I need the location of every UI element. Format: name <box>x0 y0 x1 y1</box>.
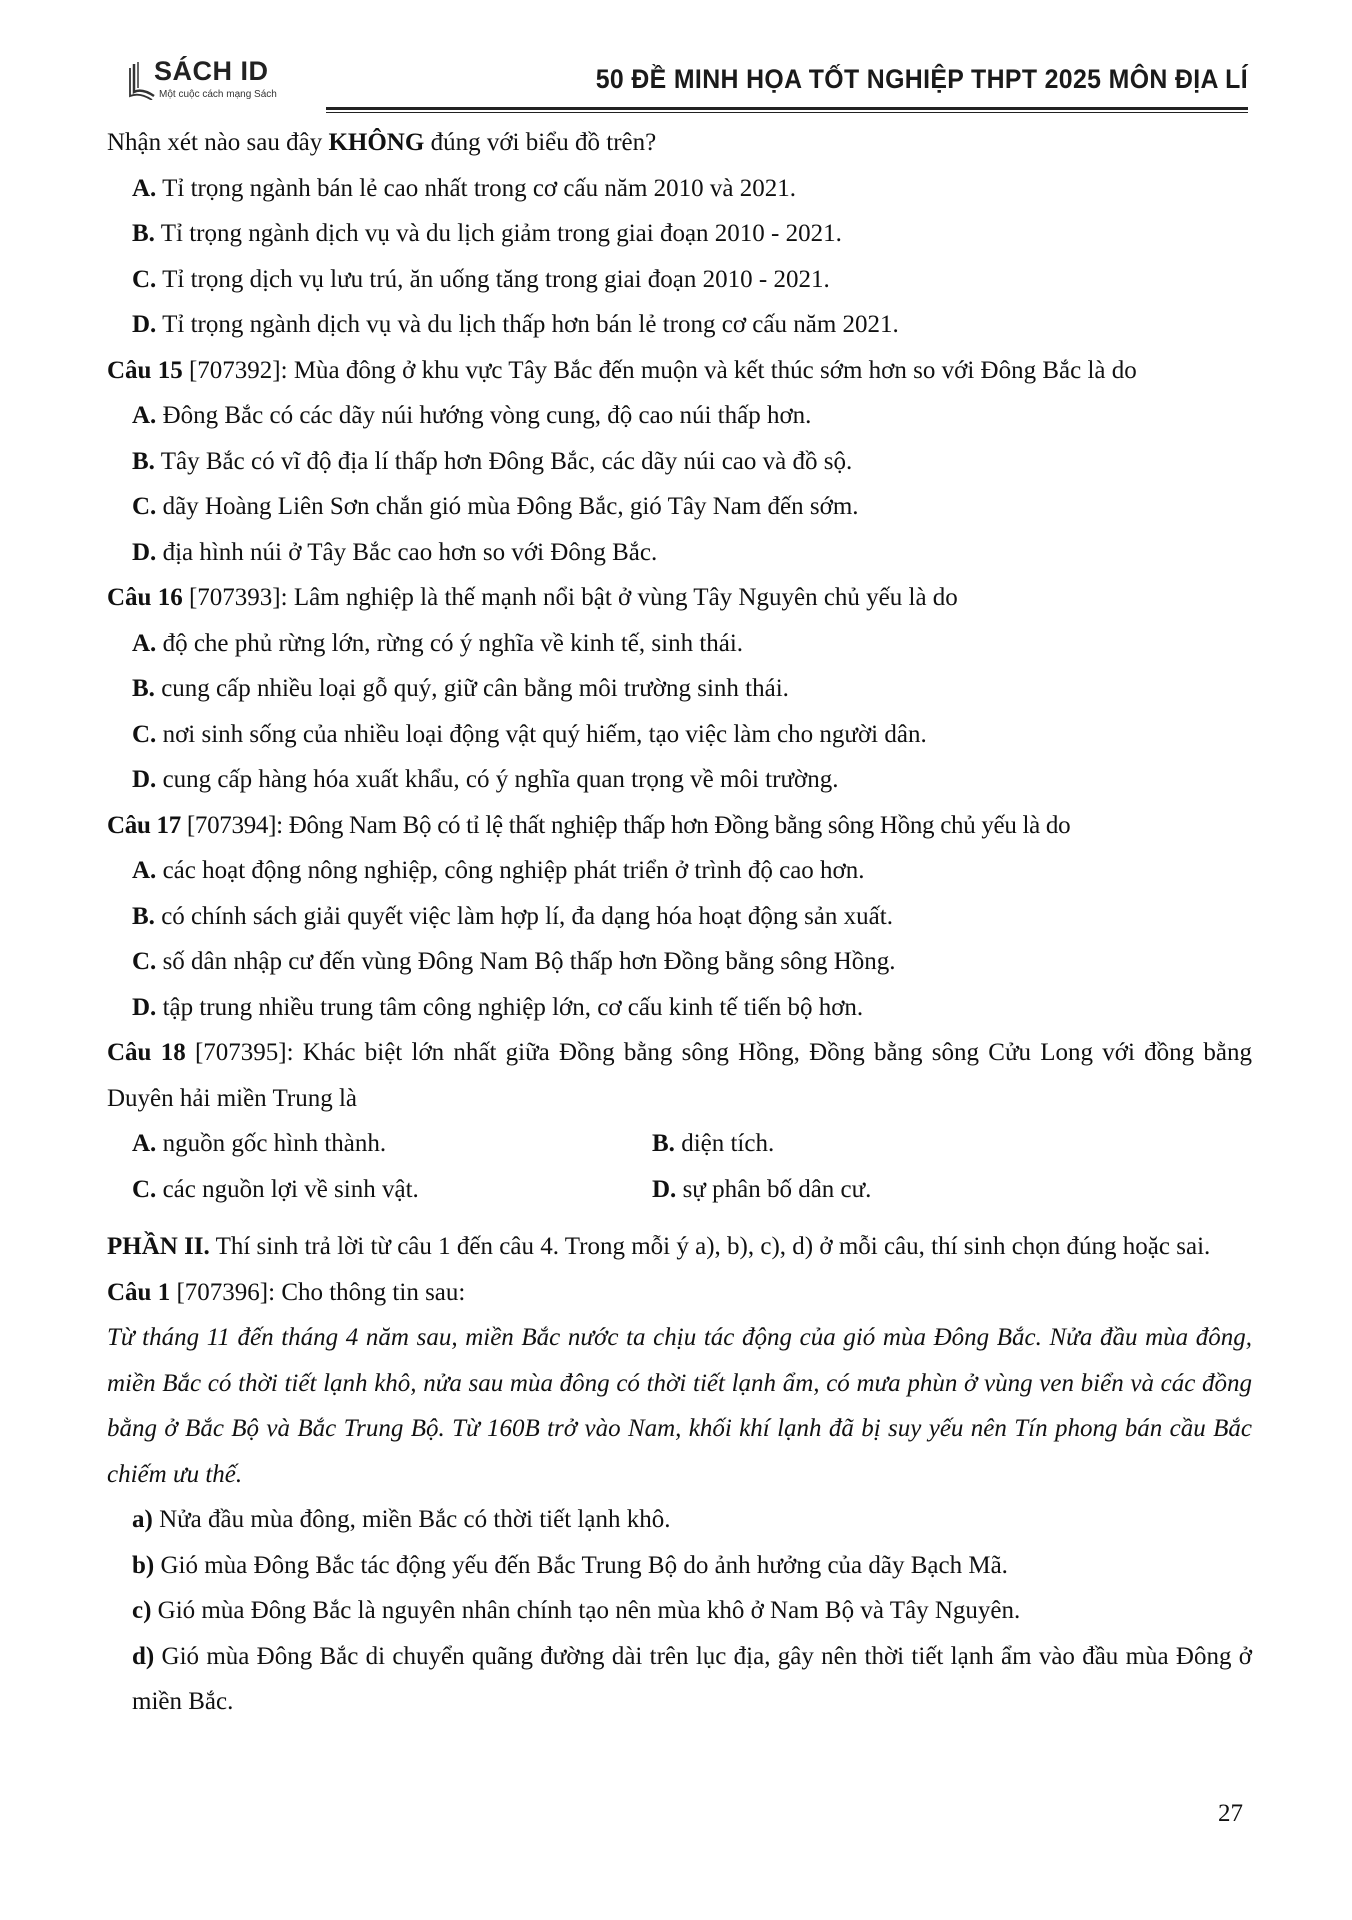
answer-option-c: C. số dân nhập cư đến vùng Đông Nam Bộ thấp hơn Đồng bằng sông Hồng. <box>132 948 896 975</box>
question-stem: Câu 15 [707392]: Mùa đông ở khu vực Tây Bắc đến muộn và kết thúc sớm hơn so với Đông Bắc là do <box>107 356 1137 384</box>
page-number: 27 <box>1218 1800 1243 1827</box>
statement-d: d) Gió mùa Đông Bắc di chuyển quãng đường dài trên lục địa, gây nên thời tiết lạnh ẩm vào đầu mùa Đông ở miền Bắc. <box>132 1642 1252 1715</box>
question-label: Câu 18 <box>107 1039 186 1066</box>
answer-option-d: D. cung cấp hàng hóa xuất khẩu, có ý nghĩa quan trọng về môi trường. <box>132 766 839 793</box>
statement-a: a) Nửa đầu mùa đông, miền Bắc có thời tiết lạnh khô. <box>132 1506 671 1533</box>
answer-option-d: D. Tỉ trọng ngành dịch vụ và du lịch thấp hơn bán lẻ trong cơ cấu năm 2021. <box>132 311 899 338</box>
answer-option-a: A. Tỉ trọng ngành bán lẻ cao nhất trong cơ cấu năm 2010 và 2021. <box>132 174 796 202</box>
statement-b: b) Gió mùa Đông Bắc tác động yếu đến Bắc Trung Bộ do ảnh hưởng của dãy Bạch Mã. <box>132 1551 1008 1579</box>
information-passage: Từ tháng 11 đến tháng 4 năm sau, miền Bắc nước ta chịu tác động của gió mùa Đông Bắc. Nửa đầu mùa đông, miền Bắc có thời tiết lạnh khô, nửa sau mùa đông có thời tiết lạnh ẩm, có mưa phùn ở vùng ven biển và các đồng bằng ở Bắc Bộ và Bắc Trung Bộ. Từ 160B trở vào Nam, khối khí lạnh đã bị suy yếu nên Tín phong bán cầu Bắc chiếm ưu thế. <box>107 1324 1252 1488</box>
question-stem: Câu 16 [707393]: Lâm nghiệp là thế mạnh nổi bật ở vùng Tây Nguyên chủ yếu là do <box>107 584 958 611</box>
publisher-logo <box>128 58 288 106</box>
answer-option-c: C. dãy Hoàng Liên Sơn chắn gió mùa Đông Bắc, gió Tây Nam đến sớm. <box>132 493 859 520</box>
answer-option-b: B. có chính sách giải quyết việc làm hợp lí, đa dạng hóa hoạt động sản xuất. <box>132 902 893 930</box>
emphasis-text: KHÔNG <box>328 129 425 156</box>
answer-option-b: B. Tỉ trọng ngành dịch vụ và du lịch giảm trong giai đoạn 2010 - 2021. <box>132 220 842 247</box>
book-logo-icon <box>128 62 156 100</box>
answer-option-b: B. cung cấp nhiều loại gỗ quý, giữ cân bằng môi trường sinh thái. <box>132 675 789 702</box>
statement-c: c) Gió mùa Đông Bắc là nguyên nhân chính tạo nên mùa khô ở Nam Bộ và Tây Nguyên. <box>132 1597 1021 1624</box>
question-18 <box>107 1030 1252 1212</box>
logo-tagline: Một cuộc cách mạng Sách <box>159 89 277 100</box>
answer-option-d: D. sự phân bố dân cư. <box>652 1175 872 1203</box>
question-15 <box>107 348 1252 576</box>
page-content <box>107 120 1252 1725</box>
answer-option-b: B. Tây Bắc có vĩ độ địa lí thấp hơn Đông Bắc, các dãy núi cao và đồ sộ. <box>132 447 853 475</box>
part-2-question-1 <box>107 1270 1252 1725</box>
question-label: Câu 16 <box>107 584 183 611</box>
section-label: PHẦN II. <box>107 1233 210 1260</box>
answer-option-c: C. nơi sinh sống của nhiều loại động vật quý hiếm, tạo việc làm cho người dân. <box>132 720 927 748</box>
book-title: 50 ĐỀ MINH HỌA TỐT NGHIỆP THPT 2025 MÔN ĐỊA LÍ <box>595 64 1248 94</box>
question-14 <box>107 120 1252 348</box>
question-label: Câu 15 <box>107 356 183 384</box>
part-2-instructions: PHẦN II. Thí sinh trả lời từ câu 1 đến câu 4. Trong mỗi ý a), b), c), d) ở mỗi câu, thí sinh chọn đúng hoặc sai. <box>107 1233 1211 1260</box>
question-label: Câu 1 <box>107 1278 171 1306</box>
header-divider-thin <box>326 112 1248 113</box>
question-stem: Câu 1 [707396]: Cho thông tin sau: <box>107 1278 466 1306</box>
answer-option-a: A. các hoạt động nông nghiệp, công nghiệp phát triển ở trình độ cao hơn. <box>132 857 865 884</box>
answer-option-c: C. Tỉ trọng dịch vụ lưu trú, ăn uống tăng trong giai đoạn 2010 - 2021. <box>132 265 830 293</box>
answer-option-b: B. diện tích. <box>652 1130 775 1157</box>
answer-option-d: D. địa hình núi ở Tây Bắc cao hơn so với Đông Bắc. <box>132 538 658 566</box>
page-header <box>128 58 1248 110</box>
question-stem: Câu 17 [707394]: Đông Nam Bộ có tỉ lệ thất nghiệp thấp hơn Đồng bằng sông Hồng chủ yếu là do <box>107 811 1071 839</box>
question-label: Câu 17 <box>107 811 181 839</box>
question-stem: Câu 18 [707395]: Khác biệt lớn nhất giữa Đồng bằng sông Hồng, Đồng bằng sông Cửu Long với đồng bằng Duyên hải miền Trung là <box>107 1039 1252 1112</box>
answer-option-a: A. độ che phủ rừng lớn, rừng có ý nghĩa về kinh tế, sinh thái. <box>132 629 744 657</box>
header-divider <box>326 107 1248 110</box>
question-stem: Nhận xét nào sau đây KHÔNG đúng với biểu đồ trên? <box>107 129 657 156</box>
answer-option-d: D. tập trung nhiều trung tâm công nghiệp lớn, cơ cấu kinh tế tiến bộ hơn. <box>132 993 864 1021</box>
answer-option-a: A. nguồn gốc hình thành. <box>132 1130 387 1157</box>
question-16 <box>107 575 1252 803</box>
answer-option-c: C. các nguồn lợi về sinh vật. <box>132 1175 419 1203</box>
logo-text: SÁCH ID <box>154 56 269 86</box>
answer-option-a: A. Đông Bắc có các dãy núi hướng vòng cung, độ cao núi thấp hơn. <box>132 402 812 429</box>
question-17 <box>107 803 1252 1031</box>
